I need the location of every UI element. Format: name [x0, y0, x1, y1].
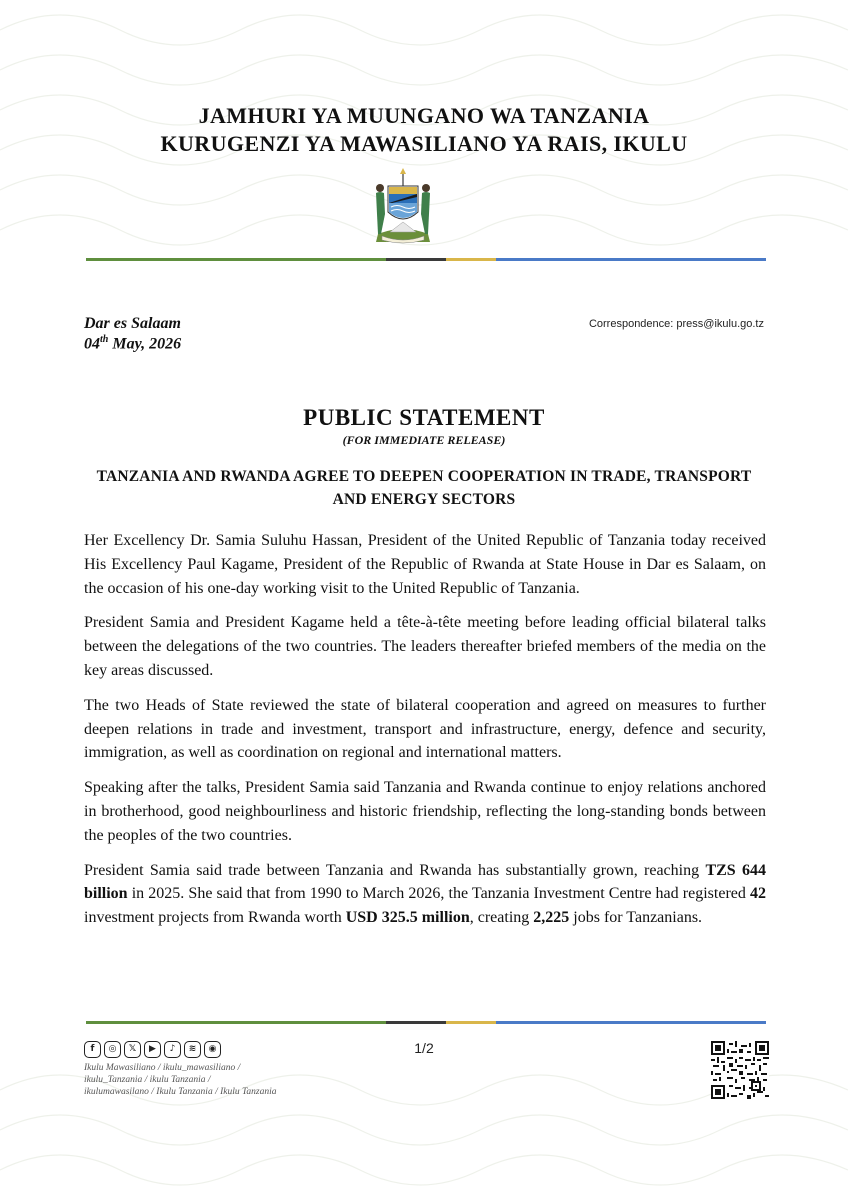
p5-bold-investment-value: USD 325.5 million — [345, 909, 470, 927]
instagram-icon[interactable]: ◎ — [104, 1041, 121, 1058]
header-republic-name: JAMHURI YA MUUNGANO WA TANZANIA — [198, 103, 650, 128]
x-icon[interactable]: 𝕏 — [124, 1041, 141, 1058]
page-number: 1/2 — [414, 1040, 434, 1056]
social-handles-line-2: ikulu_Tanzania / ikulu Tanzania / — [84, 1075, 211, 1085]
p5-text-1: President Samia said trade between Tanzania and Rwanda has substantially grown, reaching — [84, 861, 706, 879]
body-paragraph-4: Speaking after the talks, President Samia said Tanzania and Rwanda continue to enjoy relations anchored in brotherhood, good neighbourliness and historic friendship, reflecting the long-standing bonds between the peoples of the two countries. — [84, 779, 766, 844]
p5-bold-jobs-count: 2,225 — [533, 909, 570, 927]
body-paragraph-1: Her Excellency Dr. Samia Suluhu Hassan, President of the United Republic of Tanzania today received His Excellency Paul Kagame, President of the Republic of Rwanda at State House in Dar es Salaam, on the occasion of his one-day working visit to the United Republic of Tanzania. — [84, 532, 766, 597]
spotify-icon[interactable]: ≋ — [184, 1041, 201, 1058]
correspondence-email: Correspondence: press@ikulu.go.tz — [588, 318, 764, 330]
statement-headline: TANZANIA AND RWANDA AGREE TO DEEPEN COOPERATION IN TRADE, TRANSPORT AND ENERGY SECTORS — [96, 468, 752, 508]
p5-text-4: , creating — [469, 909, 534, 927]
p5-text-3: investment projects from Rwanda worth — [84, 909, 346, 927]
tiktok-icon[interactable]: ♪ — [164, 1041, 181, 1058]
header-divider-rule — [86, 258, 766, 261]
coat-of-arms-emblem — [368, 166, 438, 246]
social-handles-line-3: ikulumawasilano / Ikulu Tanzania / Ikulu Tanzania — [84, 1087, 277, 1097]
social-handles-line-1: Ikulu Mawasiliano / ikulu_mawasiliano / — [84, 1063, 241, 1073]
date-suffix: th — [100, 334, 109, 345]
date-line — [84, 334, 181, 353]
body-paragraph-3: The two Heads of State reviewed the state of bilateral cooperation and agreed on measures to further deepen relations in trade and investment, transport and infrastructure, energy, defence and security, immigration, as well as coordination on regional and international matters. — [84, 696, 766, 762]
body-paragraph-2: President Samia and President Kagame held a tête-à-tête meeting before leading official bilateral talks between the delegations of the two countries. The leaders thereafter briefed members of the media on the key areas discussed. — [84, 614, 766, 679]
statement-title: PUBLIC STATEMENT — [303, 405, 545, 430]
facebook-icon[interactable]: f — [84, 1041, 101, 1058]
podcast-icon[interactable]: ◉ — [204, 1041, 221, 1058]
p5-text-5: jobs for Tanzanians. — [569, 909, 703, 927]
place-line: Dar es Salaam — [84, 315, 181, 332]
date-month-year: May, 2026 — [108, 335, 182, 353]
statement-subtitle: (FOR IMMEDIATE RELEASE) — [342, 433, 506, 447]
youtube-icon[interactable]: ▶ — [144, 1041, 161, 1058]
header-directorate-name: KURUGENZI YA MAWASILIANO YA RAIS, IKULU — [160, 131, 688, 156]
qr-code[interactable] — [711, 1041, 769, 1099]
date-day: 04 — [84, 335, 100, 353]
footer-divider-rule — [86, 1021, 766, 1024]
body-paragraph-5 — [84, 859, 766, 930]
p5-bold-trade-value: TZS 644 billion — [84, 861, 767, 903]
p5-text-2: in 2025. She said that from 1990 to March 2026, the Tanzania Investment Centre had registered — [127, 885, 750, 903]
statement-body — [84, 529, 766, 941]
p5-bold-project-count: 42 — [750, 885, 766, 903]
